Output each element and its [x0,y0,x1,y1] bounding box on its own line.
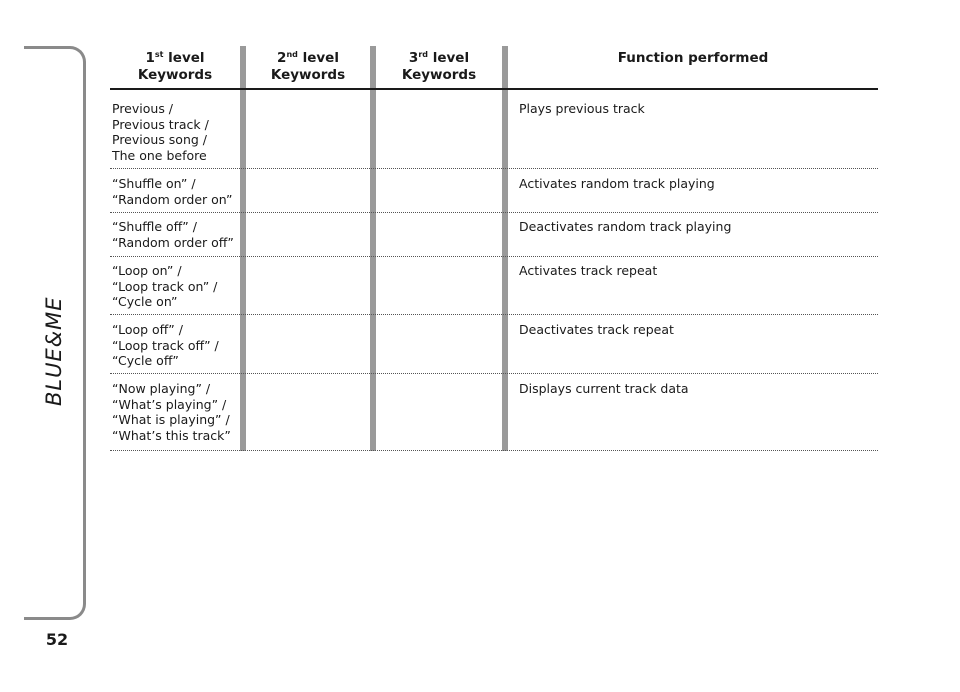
table-row-function [519,263,874,279]
header-rule [110,88,878,90]
keyword-line: “Random order on” [112,191,233,207]
table-row-keywords [112,381,238,443]
keyword-line: “Loop on” / [112,263,182,278]
function-text: Deactivates track repeat [519,322,674,337]
function-text: Deactivates random track playing [519,219,732,234]
row-divider [110,373,878,374]
keyword-line: “Cycle on” [112,294,178,310]
svg-text:BLUE&ME: BLUE&ME [42,296,66,406]
function-text: Plays previous track [519,101,645,116]
row-divider [110,168,878,169]
table-row-function [519,219,874,235]
keyword-line: “Now playing” / [112,381,211,396]
keyword-line: Previous track / [112,116,209,132]
keyword-line: “Shuffle on” / [112,176,196,191]
keyword-line: The one before [112,147,207,163]
row-divider [110,450,878,451]
table-row-keywords [112,176,238,207]
column-divider [370,46,376,451]
function-text: Displays current track data [519,381,689,396]
row-divider [110,212,878,213]
keyword-line: “What is playing” / [112,412,230,428]
function-text: Activates random track playing [519,176,715,191]
header-function-performed: Function performed [617,50,769,66]
column-divider [240,46,246,451]
header-level-2: 2nd level Keywords [270,50,346,83]
keyword-line: Previous / [112,101,174,116]
column-divider [502,46,508,451]
table-row-keywords [112,101,238,163]
table-row-keywords [112,322,238,369]
row-divider [110,314,878,315]
keyword-line: “Cycle off” [112,353,179,369]
keyword-line: “Loop track off” / [112,337,219,353]
table-row-function [519,176,874,192]
keyword-line: “Shuffle off” / [112,219,197,234]
keyword-line: “What’s this track” [112,427,231,443]
header-level-1: 1st level Keywords [137,50,213,83]
table-row-keywords [112,263,238,310]
table-row-keywords [112,219,238,250]
header-level-3: 3rd level Keywords [401,50,477,83]
row-divider [110,256,878,257]
keyword-line: “What’s playing” / [112,396,227,412]
page-number: 52 [45,630,69,649]
keyword-line: “Loop off” / [112,322,183,337]
table-row-function [519,322,874,338]
function-text: Activates track repeat [519,263,658,278]
keyword-line: “Random order off” [112,234,234,250]
table-row-function [519,101,874,117]
blue-and-me-logo [41,258,69,408]
keyword-line: “Loop track on” / [112,278,218,294]
keyword-line: Previous song / [112,132,208,148]
table-row-function [519,381,874,397]
